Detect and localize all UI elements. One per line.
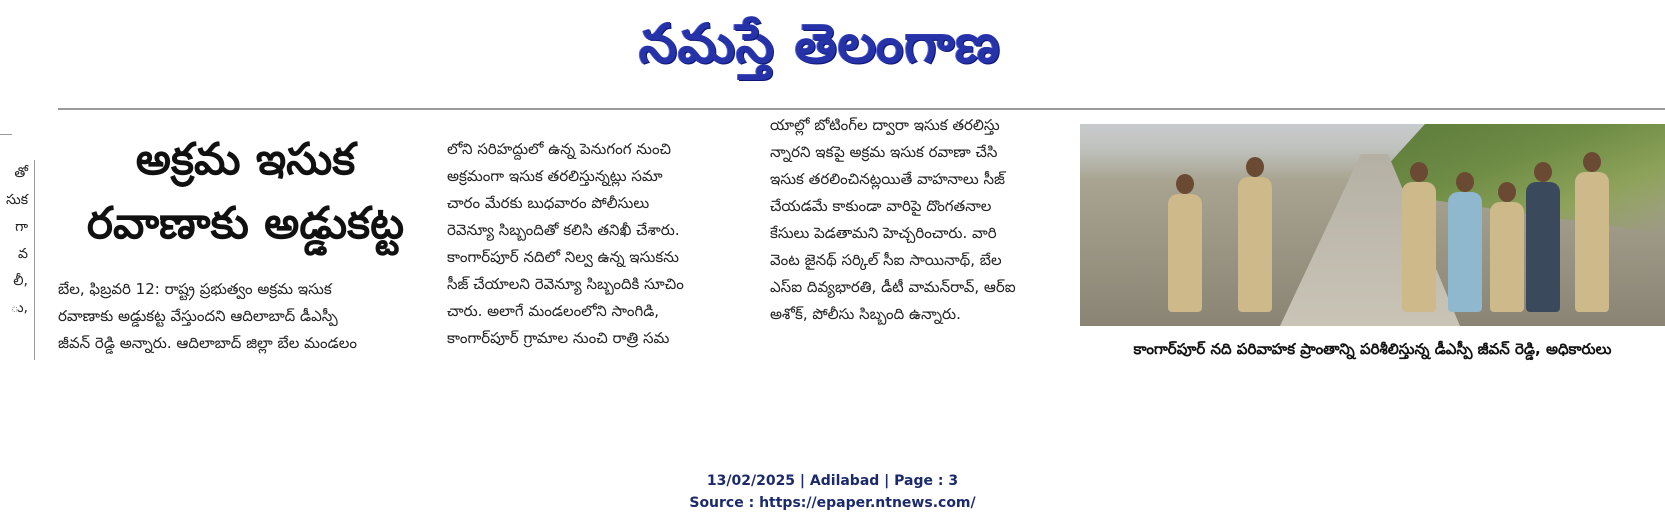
fragment-line: సుక xyxy=(6,192,28,208)
body-line: వెంట జైనథ్ సర్కిల్ సీఐ సాయినాథ్, బేల xyxy=(770,251,1002,269)
article-column-1 xyxy=(58,276,433,357)
fragment-line: వ xyxy=(18,246,28,262)
body-line: కాంగార్‌పూర్ నదిలో నిల్వ ఉన్న ఇసుకను xyxy=(447,248,679,266)
article-photo xyxy=(1080,124,1665,326)
photo-official xyxy=(1526,182,1560,312)
masthead-logo: నమస్తే తెలంగాణ xyxy=(639,12,1001,75)
body-line: అశోక్, పోలీసు సిబ్బంది ఉన్నారు. xyxy=(770,305,961,323)
fragment-line: ు, xyxy=(10,300,28,316)
body-line: జీవన్ రెడ్డి అన్నారు. ఆదిలాబాద్ జిల్లా బేల మండలం xyxy=(58,334,357,352)
page-footer xyxy=(0,470,1665,514)
body-line: న్నారని ఇకపై అక్రమ ఇసుక రవాణా చేసి xyxy=(770,143,998,161)
article-headline xyxy=(58,128,433,256)
photo-officer xyxy=(1490,202,1524,312)
body-line: ఎస్ఐ దివ్యభారతి, డీటీ వామన్‌రావ్, ఆర్ఐ xyxy=(770,278,1016,296)
body-line: చేయడమే కాకుండా వారిపై దొంగతనాల xyxy=(770,197,992,215)
body-line: చారు. అలాగే మండలంలోని సాంగిడి, xyxy=(447,302,660,320)
article-column-3 xyxy=(770,112,1070,328)
body-line: బేల, ఫిబ్రవరి 12: రాష్ట్ర ప్రభుత్వం అక్రమ ఇసుక xyxy=(58,280,332,298)
body-line: కాంగార్‌పూర్ గ్రామాల నుంచి రాత్రి సమ xyxy=(447,329,670,347)
photo-officer xyxy=(1575,172,1609,312)
photo-officer xyxy=(1168,194,1202,312)
photo-official xyxy=(1448,192,1482,312)
headline-line-2: రవాణాకు అడ్డుకట్ట xyxy=(86,198,405,249)
photo-officer xyxy=(1402,182,1436,312)
adjacent-article-fragment xyxy=(0,160,35,360)
headline-line-1: అక్రమ ఇసుక xyxy=(135,134,356,185)
footer-source: Source : https://epaper.ntnews.com/ xyxy=(689,495,976,511)
body-line: రవాణాకు అడ్డుకట్ట వేస్తుందని ఆదిలాబాద్ డీఎస్పీ xyxy=(58,307,338,325)
fragment-line: లీ, xyxy=(13,273,28,289)
photo-caption: కాంగార్‌పూర్ నది పరివాహక ప్రాంతాన్ని పరిశీలిస్తున్న డీఎస్పీ జీవన్ రెడ్డి, అధికారులు xyxy=(1133,340,1612,358)
body-line: అక్రమంగా ఇసుక తరలిస్తున్నట్లు సమా xyxy=(447,167,663,185)
header-rule xyxy=(58,108,1665,110)
body-line: సీజ్ చేయాలని రెవెన్యూ సిబ్బందికి సూచిం xyxy=(447,275,684,293)
column-divider-tick xyxy=(0,134,12,135)
photo-officer xyxy=(1238,177,1272,312)
fragment-line: గా xyxy=(15,219,28,235)
body-line: రెవెన్యూ సిబ్బందితో కలిసి తనిఖీ చేశారు. xyxy=(447,221,680,239)
footer-date-edition: 13/02/2025 | Adilabad | Page : 3 xyxy=(706,473,959,489)
body-line: లోని సరిహద్దులో ఉన్న పెనుగంగ నుంచి xyxy=(447,140,672,158)
body-line: కేసులు పెడతామని హెచ్చరించారు. వారి xyxy=(770,224,997,242)
fragment-line: తో xyxy=(14,165,28,181)
body-line: చారం మేరకు బుధవారం పోలీసులు xyxy=(447,194,650,212)
body-line: యాల్లో బోటింగ్‌ల ద్వారా ఇసుక తరలిస్తు xyxy=(770,116,1000,134)
article-column-2 xyxy=(447,136,747,352)
body-line: ఇసుక తరలించినట్లయితే వాహనాలు సీజ్ xyxy=(770,170,1005,188)
